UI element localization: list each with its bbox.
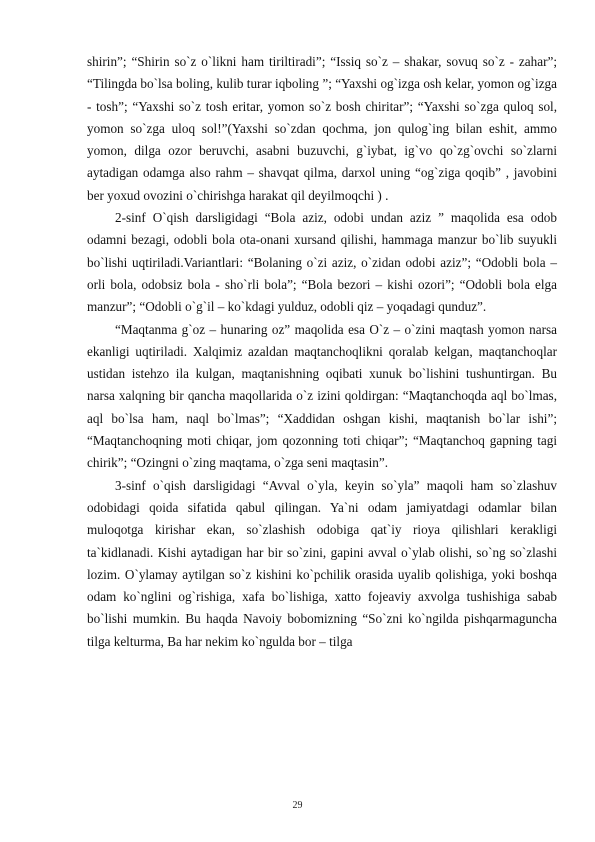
document-page xyxy=(87,51,557,653)
paragraph-grade3-think-first: 3-sinf o`qish darsligidagi “Avval o`yla, keyin so`yla” maqoli ham so`zlashuv odobidagi qoida sifatida qabul qilingan. Ya`ni odam jamiyatdagi odamlar bilan muloqotga kirishar ekan, so`zlashish odobiga qat`iy rioya qilishlari kerakligi ta`kidlanadi. Kishi aytadigan har bir so`zini, gapini avval o`ylab olishi, so`ng so`zlashi lozim. O`ylamay aytilgan so`z kishini ko`pchilik orasida uyalib qolishiga, yoki boshqa odam ko`nglini og`rishiga, xafa bo`lishiga, xatto fojeaviy axvolga tushishiga sabab bo`lishi mumkin. Bu haqda Navoiy bobomizning “So`zni ko`ngilda pishqarmaguncha tilga kelturma, Ba har nekim ko`ngulda bor – tilga xyxy=(87,477,557,649)
paragraph-proverbs-speech: shirin”; “Shirin so`z o`likni ham tiriltiradi”; “Issiq so`z – shakar, sovuq so`z - zahar”; “Tilingda bo`lsa boling, kulib turar iqboling ”; “Yaxshi og`izga osh kelar, yomon og`izga - tosh”; “Yaxshi so`z tosh eritar, yomon so`z bosh chiritar”; “Yaxshi so`zga quloq sol, yomon so`zga uloq sol!”(Yaxshi so`zdan qochma, jon qulog`ing bilan eshit, ammo yomon, dilga ozor beruvchi, asabni buzuvchi, g`iybat, ig`vo qo`zg`ovchi so`zlarni aytadigan odamga also rahm – shavqat qilma, darxol uning “og`ziga qoqib” , javobini ber yoxud ovozini o`chirishga harakat qil deyilmoqchi ) . xyxy=(87,54,557,203)
paragraph-grade2-manners: 2-sinf O`qish darsligidagi “Bola aziz, odobi undan aziz ” maqolida esa odob odamni bezagi, odobli bola ota-onani xursand qilishi, hammaga manzur bo`lib suyukli bo`lishi uqtiriladi.Variantlari: “Bolaning o`zi aziz, o`zidan odobi aziz”; “Odobli bola – orli bola, odobsiz bola - sho`rli bola”; “Bola bezori – kishi ozori”; “Odobli bola elga manzur”; “Odobli o`g`il – ko`kdagi yulduz, odobli qiz – yoqadagi qunduz”. xyxy=(87,210,557,315)
paragraph-boasting: “Maqtanma g`oz – hunaring oz” maqolida esa O`z – o`zini maqtash yomon narsa ekanligi uqtiriladi. Xalqimiz azaldan maqtanchoqlikni qoralab kelgan, maqtanchoqlar ustidan istehzo ila kulgan, maqtanishning oqibati xunuk bo`lishini tushuntirgan. Bu narsa xalqning bir qancha maqollarida o`z izini qoldirgan: “Maqtanchoqda aql bo`lmas, aql bo`lsa ham, naql bo`lmas”; “Xaddidan oshgan kishi, maqtanish bo`lar ishi”; “Maqtanchoqning moti chiqar, jom qozonning toti chiqar”; “Maqtanchoq gapning tagi chirik”; “Ozingni o`zing maqtama, o`zga seni maqtasin”. xyxy=(87,321,557,471)
page-number: 29 xyxy=(292,800,303,811)
